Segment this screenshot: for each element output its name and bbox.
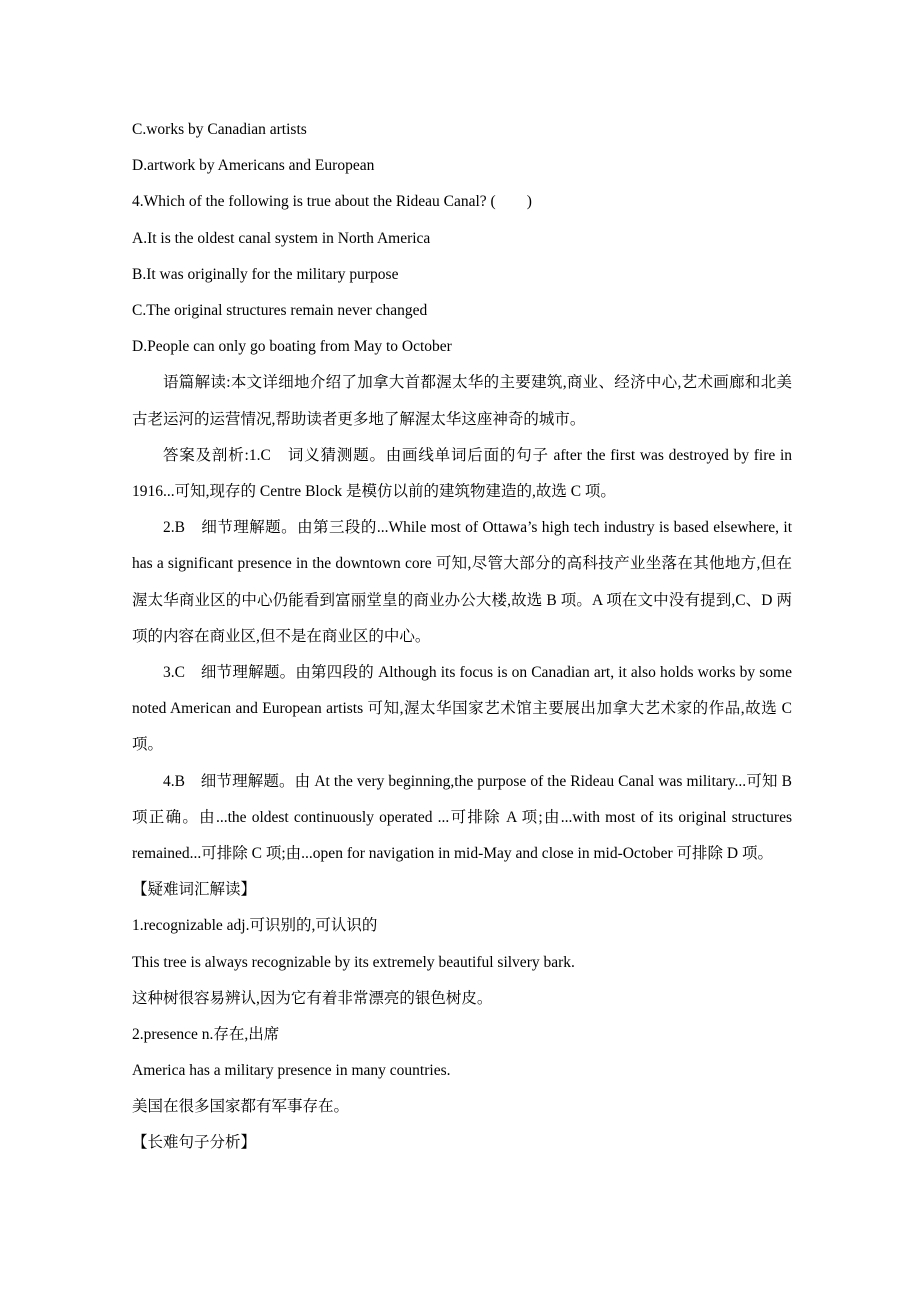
- question-4-stem: 4.Which of the following is true about the Rideau Canal? ( ): [132, 193, 532, 211]
- question-4-option-d: D.People can only go boating from May to October: [132, 338, 452, 356]
- vocab-word-1: 1.recognizable adj.可识别的,可认识的: [132, 917, 378, 935]
- option-q3-d: D.artwork by Americans and European: [132, 157, 375, 175]
- question-4-option-c: C.The original structures remain never changed: [132, 301, 428, 319]
- vocab-word-2: 2.presence n.存在,出席: [132, 1025, 280, 1043]
- answer-explanation-4: 4.B 细节理解题。由 At the very beginning,the purpose of the Rideau Canal was military...可知 B 项正确。由...the oldest continuously operated ...可排除 A 项;由...with most of its original structures remained...可排除 C 项;由...open for navigation in mid-May and close in mid-October 可排除 D 项。: [132, 772, 792, 862]
- answer-explanation-2: 2.B 细节理解题。由第三段的...While most of Ottawa’s high tech industry is based elsewhere, it has a significant presence in the downtown core 可知,尽管大部分的高科技产业坐落在其他地方,但在渥太华商业区的中心仍能看到富丽堂皇的商业办公大楼,故选 B 项。A 项在文中没有提到,C、D 两项的内容在商业区,但不是在商业区的中心。: [132, 519, 792, 645]
- sentence-heading: 【长难句子分析】: [132, 1134, 257, 1152]
- vocab-translation-1: 这种树很容易辨认,因为它有着非常漂亮的银色树皮。: [132, 989, 493, 1007]
- vocab-heading: 【疑难词汇解读】: [132, 881, 257, 899]
- option-q3-c: C.works by Canadian artists: [132, 121, 307, 138]
- vocab-example-2: America has a military presence in many countries.: [132, 1062, 451, 1080]
- question-4-option-a: A.It is the oldest canal system in North America: [132, 229, 431, 247]
- document-page: [132, 112, 792, 1162]
- question-4-option-b: B.It was originally for the military purpose: [132, 265, 399, 283]
- vocab-example-1: This tree is always recognizable by its extremely beautiful silvery bark.: [132, 953, 575, 971]
- answer-explanation-1: 答案及剖析:1.C 词义猜测题。由画线单词后面的句子 after the first was destroyed by fire in 1916...可知,现存的 Centre Block 是模仿以前的建筑物建造的,故选 C 项。: [132, 446, 792, 500]
- passage-summary: 语篇解读:本文详细地介绍了加拿大首都渥太华的主要建筑,商业、经济中心,艺术画廊和北美古老运河的运营情况,帮助读者更多地了解渥太华这座神奇的城市。: [132, 374, 792, 428]
- vocab-translation-2: 美国在很多国家都有军事存在。: [132, 1098, 350, 1116]
- answer-explanation-3: 3.C 细节理解题。由第四段的 Although its focus is on Canadian art, it also holds works by some noted American and European artists 可知,渥太华国家艺术馆主要展出加拿大艺术家的作品,故选 C 项。: [132, 663, 792, 754]
